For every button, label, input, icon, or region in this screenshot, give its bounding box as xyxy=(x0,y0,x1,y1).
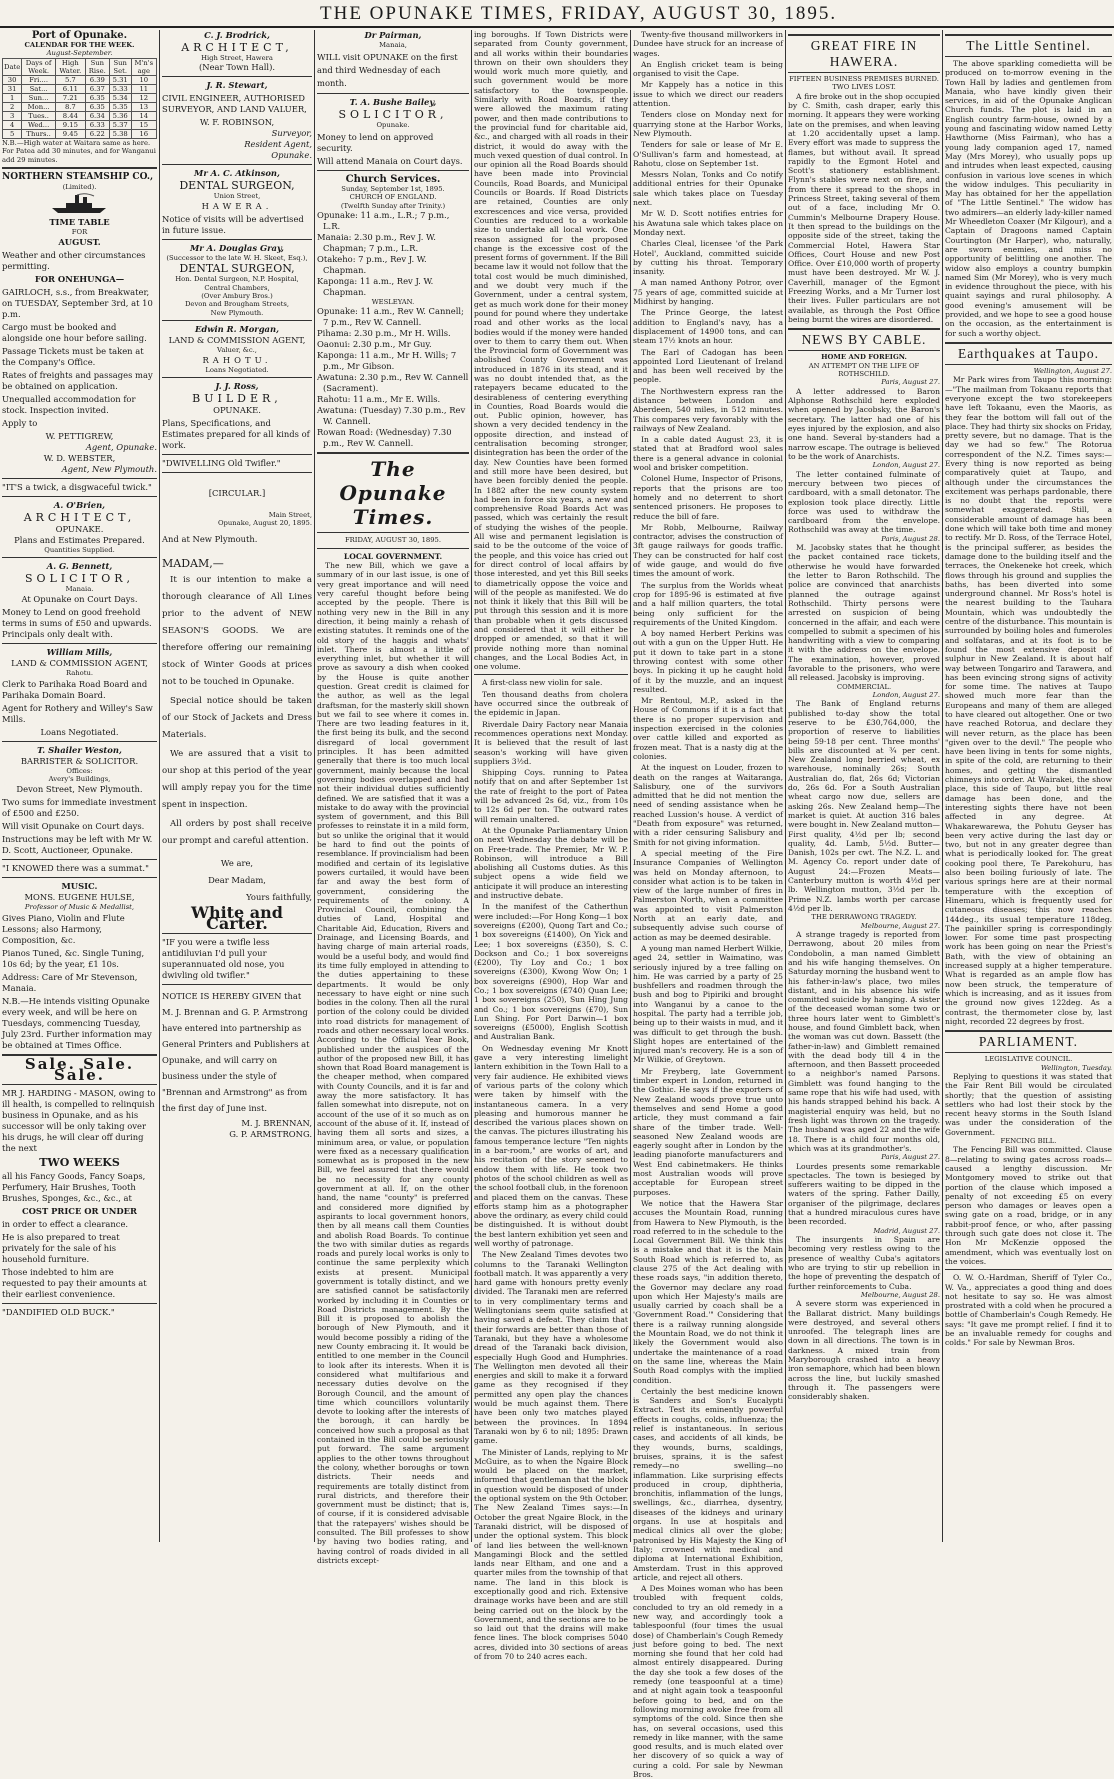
rothschild-body3: M. Jacobsky states that he thought the packet contained race tickets, otherwise he would have forwarded the letter to Baron Rothschild. The police are convinced that anarchists planned the outrage against Rothschild. Thirty persons were arrested on suspicion of being concerned in the affair, and each were compelled to submit a specimen of his handwriting with a view to comparing it with the address on the envelope. The examination, however, proved favorable to the prisoners, who were all released. Jacobsky is improving. xyxy=(788,543,940,683)
parliament-dateline: Wellington, Tuesday. xyxy=(1040,1063,1112,1072)
calendar-cell: 30 xyxy=(3,75,22,84)
news-paragraph: A man named Anthony Potror, over 75 years of age, committed suicide at Midhirst by hanging. xyxy=(633,278,783,307)
calendar-cell: 2 xyxy=(3,102,22,111)
calendar-cell: 5.35 xyxy=(109,102,131,111)
commercial-title: COMMERCIAL. xyxy=(836,682,892,691)
melbourne-body: A severe storm was experienced in the Ballarat district. Many buildings were destroyed, and several others unroofed. The telegraph lines are down in all directions. The town is in darkness. A mixed train from Maryborough crashed into a heavy iron semaphore, which had been blown across the line, but luckily smashed through it. The passengers were considerably shaken. xyxy=(788,1299,940,1402)
news-paragraph: On Wednesday evening Mr Knott gave a very interesting limelight lantern exhibition in the Town Hall to a very fair audience. He exhibited views of various parts of the colony which were taken by himself with the instantaneous camera. In a very pleasing and humorous manner he described the various places shown on the canvas. The pictures illustrating his famous temperance lecture "Ten nights in a bar-room," are works of art, and his recitation of the story seemed to endow them with life. He took two photos of the school children as well as the school football club, in the forenoon and placed them on the canvas. These efforts stamp him as a photographer above the ordinary, as every child could be distinguished. It is without doubt the best lantern exhibition yet seen and well worthy of patronage. xyxy=(474,1043,628,1248)
local-news-list xyxy=(474,678,628,1661)
fencing-bill-title: FENCING BILL. xyxy=(1000,1136,1057,1145)
quote-twifler: "IF you were a twifle less antidiluvian I'd pull your superannuated old nose, you dwivling old twifler." xyxy=(162,936,285,980)
mills-loans: Loans Negotiated. xyxy=(40,727,119,738)
column-4 xyxy=(474,30,628,1662)
earthquake-headline: Earthquakes at Taupo. xyxy=(945,342,1112,365)
bennett-place: Manaia. xyxy=(65,585,94,594)
news-paragraph: Mr Kappely has a notice in this issue to which we direct our readers attention. xyxy=(633,80,783,109)
calendar-cell: Wed... xyxy=(22,120,56,129)
mills-place: Rahotu. xyxy=(65,668,94,677)
parliament-sub: LEGISLATIVE COUNCIL. xyxy=(984,1055,1073,1064)
morgan-valuer: Valuer, &c., xyxy=(217,346,257,355)
calendar-cell: 9.15 xyxy=(55,120,85,129)
timetable-cargo: Cargo must be booked and alongside one hour before sailing. xyxy=(2,321,147,343)
stewart-name: J. R. Stewart, xyxy=(206,80,268,91)
calendar-header-cell: Date xyxy=(3,58,22,75)
column-7 xyxy=(945,30,1112,1542)
news-paragraph: Shipping Coys. running to Patea notify that on and after September 1st the rate of freight to the port of Patea will be advanced 2s 6d, viz., from 10s to 12s 6d per ton. The outward rates will remain unaltered. xyxy=(474,768,628,824)
news-paragraph: Certainly the best medicine known is Sanders and Son's Eucalypti Extract. Test its eminently powerful effects in coughs, colds, influenza; the relief is instantaneous. In serious cases, and accidents of all kinds, be they wounds, burns, scaldings, bruises, sprains, it is the safest remedy—no swelling—no inflammation. Like surprising effects produced in croup, diphtheria, bronchitis, inflammation of the lungs, swellings, &c., diarrhea, dysentry, diseases of the kidneys and urinary organs. In use at hospitals and medical clinics all over the globe; patronised by His Majesty the King of Italy; crowned with medical and diploma at International Exhibition, Amsterdam. Trust in this approved article, and reject all others. xyxy=(633,1386,783,1582)
robinson-name: W. F. ROBINSON, xyxy=(199,117,275,128)
leader-body: The new Bill, which we gave a summary of in our last issue, is one of very great importance and will need very careful thought before being accepted by the people. There is nothing very new in the Bill in any direction, it being mainly a rehash of existing statutes. It reminds one of the old story of the haggis and whats' inlet. There is almost a little of everything inlet, but whether it will prove as savoury a dish when cooked by the House is quite another question. Great credit is claimed for the author, as well as the legal draftsman, for the masterly skill shown but we fail to see where it comes in. There are two leading features in it, the first being its bulk, and the second disregard of local government principles. It has been admitted generally that there is too much local government, mainly because the local governing bodies overlapped and had not their individual duties sufficiently defined. We are satisfied that it was a mistake to do away with the provincial system of government, and this Bill professes to reinstate it in a mild form, but so unlike the original that it would be hard to find out the points of resemblance. If provincialism had been modified and certain of its legislative powers curtailed, it would have been far and away the best form of government, considering the requirements of the colony. A Provincial Council, combining the duties of Land, Hospital and Charitable Aid, Education, Rivers and Drainage, and Licensing Boards, and having charge of main arterial roads, would be a useful body, and would find its time fully employed in attending to the duties appertaining to these departments. It would be only necessary to have eight or nine such bodies in the colony. Then all the rural portion of the colony could be divided into road districts for management of roads and other necessary local works. According to the Official Year Book, published under the auspices of the author of the proposed new Bill, it has shown that Road Board management is the cheaper method, when compared with County Councils, and it is far and away the more satisfactory. It has fallen somewhat into disrepute, not on account of the use of it so much as on account of the abuse of it. If, instead of having them all sorts and sizes, a minimum area, or value, or population were fixed as a necessary qualification somewhat as is proposed in the new Bill, we feel assured that there would be no necessity for any county government at all. If, on the other hand, the name "county" is preferred and considered more dignified by aspirants to local government honors, then by all means call them Counties and abolish Road Boards. To continue the two with similar duties as regards roads and purely local works is only to continue the same perplexity which exists at present. Municipal government is totally distinct, and we are satisfied cannot be satisfactorily worked by including it in Counties or Road Districts management. By the Bill it is proposed to abolish the borough of New Plymouth, and it would become possibly a riding of the new County embracing it. It would be entitled to one member in the Council to look after its interests. When it is considered what multifarious and necessary duties devolve on the Borough Council, and the amount of time which councillors voluntarily devote to looking after the interests of the borough, it can hardly be conceived how such a proposal as that contained in the Bill could be seriously put forward. The same argument applies to the other towns throughout the colony, whether boroughs or town districts. Their needs and requirements are totally distinct from rural districts, and therefore their government must be distinct; that is, of course, if it is considered advisable that the ratepayers' wishes should be consulted. The Bill professes to show by having two bodies rating, and having control of roads divided in all districts except- xyxy=(317,561,469,1565)
calendar-cell: 16 xyxy=(131,129,156,138)
rothschild-dateline2: London, August 27. xyxy=(872,461,940,470)
weston-court: Will visit Opunake on Court days. xyxy=(2,820,145,831)
madrid-dateline: Madrid, August 27. xyxy=(873,1226,940,1235)
stewart-title: CIVIL ENGINEER, AUTHORISED SURVEYOR, AND LAND VALUER, xyxy=(162,93,307,115)
calendar-cell: 6.39 xyxy=(85,75,109,84)
circular-body4: All orders by post shall receive our prompt and careful attention. xyxy=(162,818,312,846)
brodrick-title: ARCHITECT, xyxy=(181,41,293,54)
ross-name: J. J. Ross, xyxy=(215,381,259,392)
calendar-cell: 6.33 xyxy=(85,120,109,129)
calendar-cell: 12 xyxy=(131,93,156,102)
news-paragraph: A boy named Herbert Perkins was out with a gun on the Upper Hutt. He put it down to take part in a stone throwing contest with some other boys. In picking it up he caught hold of it by the muzzle, and an inquest resulted. xyxy=(633,629,783,694)
column-5 xyxy=(633,30,783,1779)
wesleyan-service-line: Awatuna: (Tuesday) 7.30 p.m., Rev W. Cannell. xyxy=(317,405,466,427)
bayly-manaia: Will attend Manaia on Court days. xyxy=(317,155,463,166)
quote-knowed: "I KNOWED there was a summat." xyxy=(2,862,149,873)
morgan-place: RAHOTU. xyxy=(202,354,272,365)
parliament-body2: The Fencing Bill was committed. Clause 8—relating to swing gates across roads—caused a lengthy discussion. Mr Montgomery moved to strike out that portion of the clause which imposed a penalty of not exceeding £5 on every person who damages or leaves open a swing gate on a road, bridge, or in any rabbit-proof fence, or who, after passing through such gate does not close it. The Hon Mr McKenzie opposed the amendment, which was eventually lost on the voices. xyxy=(945,1145,1112,1266)
bayly-title: SOLICITOR, xyxy=(338,108,448,122)
church-service-line: Otakeho: 7 p.m., Rev J. W. Chapman. xyxy=(317,254,427,276)
hulse-tuning: Pianos Tuned, &c. Single Tuning, 10s 6d; by the year, £1 10s. xyxy=(2,948,145,970)
wesleyan-service-line: Kaponga: 11 a.m., Mr H. Wills; 7 p.m., Mr Gibson. xyxy=(317,350,457,372)
mills-agent: Agent for Rothery and Willey's Saw Mills. xyxy=(2,703,153,725)
tide-calendar-table xyxy=(2,58,157,139)
steamship-icon xyxy=(50,193,110,215)
sentinel-headline: The Little Sentinel. xyxy=(945,34,1112,57)
timetable-label: TIME TABLE xyxy=(49,217,110,228)
brodrick-address: High Street, Hawera xyxy=(201,54,273,62)
wesleyan-service-line: Rahotu: 11 a.m., Mr E. Wills. xyxy=(317,394,441,405)
bennett-court: At Opunake on Court Days. xyxy=(21,593,138,604)
timetable-weather: Weather and other circumstances permitting. xyxy=(2,249,146,271)
obrien-place: OPUNAKE. xyxy=(55,523,104,534)
church-england: CHURCH OF ENGLAND. xyxy=(349,193,437,202)
circular-salutation: MADAM,— xyxy=(162,556,224,570)
agent-role: Agent, Opunake. xyxy=(85,441,157,452)
quote-dandified: "DANDIFIED OLD BUCK." xyxy=(2,1307,115,1318)
fire-body: A fire broke out in the shop occupied by C. Smith, cash draper, early this morning. It appears they were working late on the premises, and when leaving at 1.20 accidentally upset a lamp. Every effort was made to suppress the flames, but without avail. It spread rapidly to the Egmont Hotel and Scott's stationery establishment. Flynn's stables were next on fire, and from there it spread to the shops in Princess Street, taking several of them out of a face, including Mr O. Cummin's Melbourne Drapery House. It then spread to the buildings on the opposite side of the street, taking the Commercial Hotel, Hawera Star Offices, Court House and new Post Office. Over £10,000 worth of property must have been destroyed. Mr W. J. Caverhill, manager of the Egmont Freezing Works, and a Mr Turner lost their lives. Fuller particulars are not available, as through the Post Office being burnt the wires are disordered. xyxy=(788,91,940,324)
church-service-line: Manaia: 2.30 p.m., Rev J. W. Chapman; 7 p.m., L.R. xyxy=(317,232,436,254)
circular-np: And at New Plymouth. xyxy=(162,533,258,544)
weston-name: T. Shailer Weston, xyxy=(37,745,122,756)
timetable-for: FOR xyxy=(71,228,88,237)
calendar-cell: Fri.... xyxy=(22,75,56,84)
calendar-cell: 8.44 xyxy=(55,111,85,120)
masthead-title: THE OPUNAKE TIMES, FRIDAY, AUGUST 30, 1895. xyxy=(320,3,838,24)
calendar-cell: 4 xyxy=(3,120,22,129)
obrien-quantities: Quantities Supplied. xyxy=(44,545,115,554)
calendar-row xyxy=(3,84,157,93)
tragedy-body: A strange tragedy is reported from Derrawong, about 20 miles from Condobolin, a man named Gimblett and his wife hanging themselves. On Saturday morning the husband went to his father-in-law's place, two miles distant, and in his absence his wife committed suicide by hanging. A sister of the deceased woman some two or three hours later went to Gimblett's house, and found Gimblett back, when the woman was cut down. Bassett (the father-in-law) and Gimblett remained with the dead body till 4 in the afternoon, and then Bassett proceeded to a neighbor's named Parsons. Gimblett was found hanging to the same rope that his wife had used, with his hands strapped behind his back. A magisterial enquiry was held, but no fresh light was thrown on the tragedy. The husband was aged 22 and the wife 18. There is a child four months old, which was at its grandmother's. xyxy=(788,930,940,1153)
mills-name: William Mills, xyxy=(46,646,113,657)
rothschild-dateline: Paris, August 27. xyxy=(881,378,940,387)
calendar-cell: 31 xyxy=(3,84,22,93)
ross-plans: Plans, Specifications, and Estimates prepared for all kinds of work. xyxy=(162,418,310,451)
news-paragraph: Mr Robb, Melbourne, Railway contractor, advises the construction of 3ft gauge railways for goods traffic. They can be constructed for half cost of wide gauge, and would do five times the amount of work. xyxy=(633,522,783,579)
calendar-cell: Thurs.. xyxy=(22,129,56,138)
mills-title: LAND & COMMISSION AGENT, xyxy=(11,657,148,668)
signature-brennan: M. J. BRENNAN, xyxy=(241,1117,312,1128)
church-title: Church Services. xyxy=(345,173,441,185)
church-trinity: (Twelfth Sunday after Trinity.) xyxy=(340,201,446,210)
hulse-name: MONS. EUGENE HULSE, xyxy=(24,891,135,902)
ross-title: BUILDER, xyxy=(192,392,282,406)
morgan-name: Edwin R. Morgan, xyxy=(195,324,279,335)
harding-furniture: He is also prepared to treat privately for the sale of his household furniture. xyxy=(2,1232,120,1265)
gray-title: DENTAL SURGEON, xyxy=(179,262,295,276)
calendar-row xyxy=(3,75,157,84)
calendar-header-cell: Days of Week. xyxy=(22,58,56,75)
circular-street: Main Street, xyxy=(268,511,312,520)
bennett-money: Money to Lend on good freehold terms in sums of £50 and upwards. Principals only dealt with. xyxy=(2,606,152,639)
signature-armstrong: G. P. ARMSTRONG. xyxy=(229,1128,312,1139)
news-paragraph: At the inquest on Louder, frozen to death on the ranges at Waitaranga, Salisbury, one of the survivors admitted that he did not mention the need of sending assistance when he reached Lussion's house. A verdict of "Death from exposure" was returned, with a rider censuring Salisbury and Smith for not giving information. xyxy=(633,763,783,847)
news-paragraph: A young man named Herbert Wilkie, aged 24, settler in Waimatino, was seriously injured by a tree falling on him. He was carried by a party of 25 bushfellers and roadmen through the bush and bog to Pipiriki and brought into Wanganui by a canoe to the hospital. The party had a terrible job, being up to their waists in mud, and it was difficult to get through the bush. Slight hopes are entertained of the injured man's recovery. He is a son of Mr Wilkie, of Greytown. xyxy=(633,943,783,1065)
circular-body1: It is our intention to make a thorough clearance of All Lines prior to the advent of NEW SEASON'S GOODS. We are therefore offering our remaining stock of Winter Goods at prices not to be touched in Opunake. xyxy=(162,574,312,687)
news-items-list xyxy=(633,30,783,1779)
rothschild-dateline3: Paris, August 28. xyxy=(881,534,940,543)
tragedy-dateline: Melbourne, August 27. xyxy=(860,921,940,930)
parliament-body1: Replying to questions it was stated that the Fair Rent Bill would be circulated shortly; that the question of assisting settlers who had lost their stock by the recent heavy storms in the South Island was under the consideration of the Government. xyxy=(945,1071,1112,1137)
news-paragraph: Mr W. D. Scott notifies entries for his Awatuna sale which takes place on Monday next. xyxy=(633,209,783,237)
sale-heading: Sale. Sale. Sale. xyxy=(24,1055,135,1085)
steamship-title: NORTHERN STEAMSHIP CO., xyxy=(2,172,154,183)
news-paragraph: Mr Freyberg, late Government timber expert in London, returned in the Gothic. He says if the exporters of New Zealand woods prove true unto themselves and send Home a good article, they must command a fair share of the timber trade. Well-seasoned New Zealand woods are eagerly sought after in London by the leading pianoforte manufacturers and West End cabinetmakers. He thinks most Australian woods will prove acceptable for European street purposes. xyxy=(633,1066,783,1197)
calendar-cell: 11 xyxy=(131,84,156,93)
lourdes-dateline: Paris, August 27. xyxy=(881,1153,940,1162)
morgan-loans: Loans Negotiated. xyxy=(205,365,269,374)
quote-twick: "IT'S a twick, a disgwaceful twick." xyxy=(2,481,152,492)
news-paragraph: Messrs Nolan, Tonks and Co notify additional entries for their Opunake sale which takes place on Tuesday next. xyxy=(633,170,783,208)
news-paragraph: Ten thousand deaths from cholera have occurred since the outbreak of the epidemic in Japan. xyxy=(474,689,628,718)
church-date: Sunday, September 1st, 1895. xyxy=(341,184,445,193)
harding-cost-price: COST PRICE OR UNDER xyxy=(21,1206,138,1217)
calendar-cell: 5.34 xyxy=(109,93,131,102)
news-paragraph: The Northwestern express ran the distance between London and Aberdeen, 540 miles, in 512 minutes. This compares very favorably with the railways of New Zealand. xyxy=(633,386,783,433)
news-paragraph: Riverdale Dairy Factory near Manaia recommences operations next Monday. It is believed that the result of last season's working will have given suppliers 3½d. xyxy=(474,719,628,766)
calendar-cell: 9.45 xyxy=(55,129,85,138)
pairman-name: Dr Pairman, xyxy=(364,30,422,40)
rothschild-body2: The letter contained fulminate of mercury between two pieces of cardboard, with a small detonator. The explosion took place directly. Little force was used to withdraw the cardboard from the envelope. Rothschild was away at the time. xyxy=(788,469,940,535)
timetable-passage: Passage Tickets must be taken at the Company's Office. xyxy=(2,345,144,367)
bennett-name: A. G. Bennett, xyxy=(46,561,113,572)
news-paragraph: The Minister of Lands, replying to Mr McGuire, as to when the Ngaire Block would be placed on the market, informed that gentleman that the block in question would be disposed of under the optional system on the 9th October. The New Zealand Times says:—In October the great Ngaire Block, in the Taranaki district, will be disposed of under the optional system. This block of land lies between the well-known Mangamingi Block and the settled lands near Eltham, and one and a quarter miles from the township of that name. The land in this block is exceptionally good and rich. Extensive drainage works have been and are still being carried out on the block by the Government, and the sections are to be so laid out that the drains will make fence lines. The block comprises 5040 acres, divided into 30 sections of areas of from 70 to 240 acres each. xyxy=(474,1447,628,1662)
tragedy-title: THE DERRAWONG TRAGEDY. xyxy=(811,913,917,922)
column-rule xyxy=(314,30,315,1542)
column-rule xyxy=(471,30,472,1542)
gray-over: (Over Ambury Bros.) xyxy=(201,292,273,301)
calendar-header-cell: Sun Set. xyxy=(109,58,131,75)
news-paragraph: A Des Moines woman who has been troubled with frequent colds, concluded to try an old remedy in a new way, and accordingly took a tablespoonful (four times the usual dose) of Chamberlain's Cough Remedy just before going to bed. The next morning she found that her cold had almost entirely disappeared. During the day she took a few doses of the remedy (one teaspoonful at a time) and at night again took a teaspoonful before going to bed, and on the following morning awoke free from all symptoms of the cold. Since then she has, on several occasions, used this remedy in like manner, with the same good results, and is much elated over her discovery of so quick a way of curing a cold. For sale by Newman Bros. xyxy=(633,1584,783,1779)
column-rule xyxy=(942,30,943,1542)
church-list xyxy=(317,210,469,298)
obrien-name: A. O'Brien, xyxy=(53,499,106,510)
harding-clearance: in order to effect a clearance. xyxy=(2,1219,129,1230)
hulse-lessons: Gives Piano, Violin and Flute Lessons; also Harmony, Composition, &c. xyxy=(2,913,125,946)
agent-name: W. PETTIGREW, xyxy=(45,430,114,441)
church-service-line: Kaponga: 11 a.m., Rev J. W. Chapman. xyxy=(317,276,434,298)
weston-instructions: Instructions may be left with Mr W. D. Scott, Auctioneer, Opunake. xyxy=(2,833,153,855)
agent-name: W. D. WEBSTER, xyxy=(43,452,116,463)
timetable-rates: Rates of freights and passages may be obtained on application. xyxy=(2,369,153,391)
circular-yours: Yours faithfully, xyxy=(246,891,312,902)
bayly-place: Opunake. xyxy=(376,121,410,130)
calendar-cell: 5.36 xyxy=(109,111,131,120)
calendar-cell: 6.11 xyxy=(55,84,85,93)
calendar-cell: 5.7 xyxy=(55,75,85,84)
obrien-title: ARCHITECT, xyxy=(23,510,136,524)
calendar-cell: Tues.. xyxy=(22,111,56,120)
robinson-role: Surveyor, xyxy=(271,128,312,139)
column-2-advertisements xyxy=(162,30,312,1542)
news-paragraph: In the manifest of the Catherthun were included:—For Hong Kong—1 box sovereigns (£200), Quong Tart and Co.; 1 box sovereigns (£1400), On Yick and Lee; 1 box sovereigns (£350), S. C. Dockson and Co.; 1 box sovereigns (£200), Tiy Loy and Co.; 1 box sovereigns (£300), Kwong Wow On; 1 box sovereigns (£900), Hop War and Co.; 1 box sovereigns (£740) Quan Lee; 1 box sovereigns (250), Sun Hing Jung and Co.; 1 box sovereigns (£70), Sun Lun Shing. For Port Darwin—1 box sovereigns (£5000), English Scottish and Australian Bank. xyxy=(474,902,628,1042)
masthead xyxy=(0,0,1114,28)
church-service-line: Opunake: 11 a.m., L.R.; 7 p.m., L.R. xyxy=(317,210,450,232)
music-title: MUSIC. xyxy=(61,880,98,891)
hulse-role: Professor of Music & Medallist, xyxy=(24,902,135,911)
calendar-title: CALENDAR FOR THE WEEK. xyxy=(24,41,135,49)
bayly-money: Money to lend on approved security. xyxy=(317,131,434,153)
mills-clerk: Clerk to Parihaka Road Board and Parihaka Domain Board. xyxy=(2,679,148,701)
atkinson-street: Union Street, xyxy=(213,192,261,201)
calendar-row xyxy=(3,111,157,120)
partnership-notice: NOTICE IS HEREBY GIVEN that M. J. Brennan and G. P. Armstrong have entered into partnership as General Printers and Publishers at Opunake, and will carry on business under the style of "Brennan and Armstrong" as from the first day of June inst. xyxy=(162,990,310,1113)
column-rule xyxy=(159,30,160,1542)
news-paragraph: Tenders close on Monday next for quarrying stone at the Harbor Works, New Plymouth. xyxy=(633,110,783,138)
white-and-carter: White and Carter. xyxy=(190,902,283,933)
news-paragraph: Mr Rentoul, M.P., asked in the House of Commons if it is a fact that there is no proper supervision and inspection exercised in the colonies over cattle killed and exported as frozen meat. That is a nasty dig at the colonies. xyxy=(633,696,783,761)
atkinson-note: Notice of visits will be advertised in future issue. xyxy=(162,213,304,235)
circular-body2: Special notice should be taken of our Stock of Jackets and Dress Materials. xyxy=(162,695,312,740)
bayly-name: T. A. Bushe Bailey, xyxy=(349,97,437,108)
circular-we-are: We are, xyxy=(220,857,254,868)
calendar-cell: 5.31 xyxy=(109,75,131,84)
news-paragraph: The Prince George, the latest addition to England's navy, has a displacement of 14900 tons, and can steam 17½ knots an hour. xyxy=(633,308,783,346)
madrid-body: The insurgents in Spain are becoming very restless owing to the presence of wealthy Cuba's agitators who are trying to stir up rebellion in the hope of preventing the despatch of further reinforcements to Cuba. xyxy=(788,1235,940,1291)
cable-headline: NEWS BY CABLE. xyxy=(788,328,940,351)
port-title: Port of Opunake. xyxy=(31,30,128,41)
calendar-cell: 1 xyxy=(3,93,22,102)
calendar-cell: 7.21 xyxy=(55,93,85,102)
weston-title: BARRISTER & SOLICITOR. xyxy=(20,756,139,767)
column-6 xyxy=(788,30,940,1542)
column-rule xyxy=(785,30,786,1542)
cable-sub: HOME AND FOREIGN. xyxy=(821,353,907,362)
news-paragraph: Tenders for sale or lease of Mr E. O'Sullivan's farm and homestead, at Rahotu, close on September 1st. xyxy=(633,140,783,168)
rothschild-title: AN ATTEMPT ON THE LIFE OF ROTHSCHILD. xyxy=(808,361,920,379)
gray-chambers: Central Chambers, xyxy=(204,283,270,292)
harding-two-weeks: TWO WEEKS xyxy=(39,1156,120,1170)
news-paragraph: A first-class new violin for sale. xyxy=(482,678,603,688)
news-paragraph: The Earl of Cadogan has been appointed Lord Lieutenant of Ireland and has been well received by the people. xyxy=(633,347,783,385)
calendar-row xyxy=(3,93,157,102)
calendar-cell: 5 xyxy=(3,129,22,138)
fire-sub1: FIFTEEN BUSINESS PREMISES BURNED. xyxy=(789,75,939,83)
column-3 xyxy=(317,30,469,1565)
obrien-plans: Plans and Estimates Prepared. xyxy=(14,534,145,545)
column-1-advertisements xyxy=(2,30,157,1542)
gray-successor: (Successor to the late W. H. Skeet, Esq.), xyxy=(166,253,308,262)
calendar-cell: 6.34 xyxy=(85,111,109,120)
calendar-header-cell: High Water. xyxy=(55,58,85,75)
melbourne-dateline: Melbourne, August 28. xyxy=(860,1290,940,1299)
news-paragraph: An English cricket team is being organised to visit the Cape. xyxy=(633,59,783,79)
robinson-role2: Resident Agent, xyxy=(244,139,312,150)
earthquake-dateline: Wellington, August 27. xyxy=(1033,366,1112,375)
bennett-title: SOLICITOR, xyxy=(24,572,135,586)
commercial-dateline: London, August 27. xyxy=(872,690,940,699)
calendar-subtitle: August-September. xyxy=(46,49,113,58)
gray-np: New Plymouth. xyxy=(210,308,264,317)
pairman-place: Manaia, xyxy=(379,41,407,49)
gray-streets: Devon and Brougham Streets, xyxy=(184,300,290,309)
calendar-cell: 10 xyxy=(131,75,156,84)
earthquake-body: Mr Park wires from Taupo this morning:—"The mailman from Tokaanu reports that everyone except the two storekeepers have left Tokaanu, even the Maoris, as they fear the bottom will fall out of the place. They had thirty six shocks on Friday, pretty severe, but no damage. That is the day we had so few." The Rotorua correspondent of the N.Z. Times says:—Every thing is now reported as being comparatively quiet at Taupo, and although under the circumstances the excitement was perhaps pardonable, there is no doubt that the reports were somewhat exaggerated. Still, a considerable amount of damage has been done which will take both time and money to rectify. Mr D. Ross, of the Terrace Hotel, is the principal sufferer, as besides the damage done to the building itself and the terraces, the Onekeneke hot creek, which flows through his ground and supplies the baths, has been diverted into some underground channel. Mr Ross's hotel is the nearest building to the Tauhara Mountain, which was undoubtedly the centre of the disturbance. This mountain is surrounded by boiling holes and fumeroles and solfataras, and at its foot is to be found the most extensive deposit of sulphur in New Zealand. It is about half way between Tongariro and Tarawera, and has been evincing strong signs of activity for some time. The natives at Taupo showed much more fear than the Europeans and many of them are alleged to have cleared out altogether. One or two have reached Rotorua, and declare they will never return, as the place has been "given over to the devil." The people who have been living in tents for some nights, in spite of the cold, are returning to their homes, and getting the dismantled chimneys into order. At Wairakei, the show place, this side of Taupo, but little real damage has been done, and the interesting sights there have not been affected in any degree. At Whakarewarewa, the Pohutu Geyser has been very active during the last day or two, but not in any greater degree than what is periodically looked for. The great cooking pool there, Te Parekohuru, has also been boiling furiously of late. The various springs here are at their normal temperature with the exception of Hinemaru, which is frequently used for cutaneous diseases; this now reaches 144deg., its usual temperature 118deg. The painkiller spring is correspondingly lower. For some time past prospecting work has been going on near the Priest's Bath, with the view of obtaining an increased supply at a higher temperature. What is regarded as an ample flow has now been struck, the temperature of which is increasing, and as it issues from the ground now gives 122deg. As a contrast, the thermometer close by, last night, recorded 22 degrees by frost. xyxy=(945,375,1112,1026)
calendar-cell: 6.37 xyxy=(85,84,109,93)
column-rule xyxy=(630,30,631,1542)
news-paragraph: A special meeting of the Fire Insurance Companies of Wellington was held on Monday afternoon, to consider what action is to be taken in view of the large number of fires in Palmerston North, when a committee was appointed to visit Palmerston North at an early date, and subsequently advise such course of action as may be deemed desirable. xyxy=(633,848,783,942)
calendar-cell: 8.7 xyxy=(55,102,85,111)
wesleyan-list xyxy=(317,306,469,449)
calendar-cell: 15 xyxy=(131,120,156,129)
calendar-cell: 6.22 xyxy=(85,129,109,138)
calendar-row xyxy=(3,120,157,129)
harding-debts: Those indebted to him are requested to pay their amounts at their earliest convenience. xyxy=(2,1267,147,1300)
news-paragraph: The surplus from the Worlds wheat crop for 1895-96 is estimated at five and a half million quarters, the total being only sufficient for the requirements of the United Kingdom. xyxy=(633,580,783,627)
calendar-cell: 5.37 xyxy=(109,120,131,129)
timetable-accommodation: Unequalled accommodation for stock. Inspection invited. xyxy=(2,393,136,415)
ross-place: OPUNAKE. xyxy=(213,405,261,416)
leader-continued: ing boroughs. If Town Districts were separated from County government, and all works within their boundaries thrown on their own shoulders they would work much more quietly, and such government would be more satisfactory to the townspeople. Similarly with Road Boards, if they were allowed the maximum rating power, and then made contributions to the provincial fund for charitable aid, &c., and charged with all roads in their district, it would do away with the much vexed question of dual control. In our opinion all the Road Boards should have been made into Provincial Councils, Road Boards, and Municipal Councils or Boards. If Road Districts are retained, Counties are only excrescences and vice versa, provided Counties are reduced to a workable size to undertake all local work. One reason assigned for the proposed change is the excessive cost of the present forms of government. If the Bill became law it would not follow that the total cost would be much diminished, and we doubt very much if the Government, under a central system, get as much work done for their money pound for pound where they undertake road and other works as the local bodies would if the money were handed over to them to carry them out. When the Provincial form of Government was abolished County Government was introduced in 1876 in its stead, and it was no doubt intended that, as the ratepayers became educated to the desirableness of centering everything in Counties, Road Boards would die out. Public opinion, however, has shown a very decided tendency in the opposite direction, and instead of centralisation becoming stronger, disintegration has been the order of the day. New Counties have been formed and still more have been desired, but have been forcibly denied the people. In 1882 after the new county system had been in force six years, a new and comprehensive Road Boards Act was passed, which was certainly the result of studying the wishes of the people. All wise and permanent legislation is said to be the outcome of the voice of the people, and this voice has cried out for direct control of local affairs by those interested, and yet this Bill seeks to diametrically oppose the voice and will of the people as manifested. We do not think it likely that this Bill will be put through this session and it is more than probable when it gets discussed and considered that it will either be dropped or amended, so that it will provide nothing more than nominal changes, and the Local Bodies Act, in one volume. xyxy=(474,30,628,672)
calendar-cell: 6.35 xyxy=(85,93,109,102)
hulse-note: N.B.—He intends visiting Opunake every week, and will be here on Tuesdays, commencing Tuesday, July 23rd. Further information may be obtained at Times Office. xyxy=(2,996,152,1051)
weston-sums: Two sums for immediate investment of £500 and £250. xyxy=(2,796,157,818)
calendar-cell: 6.35 xyxy=(85,102,109,111)
timetable-month: AUGUST. xyxy=(58,236,101,247)
fire-sub2: TWO LIVES LOST. xyxy=(832,83,896,92)
atkinson-name: Mr A. C. Atkinson, xyxy=(194,168,280,179)
wesleyan-service-line: Awatuna: 2.30 p.m., Rev W. Cannell (Sacrament). xyxy=(317,372,469,394)
calendar-header-cell: Sun Rise. xyxy=(85,58,109,75)
wesleyan-service-line: Rowan Road: (Wednesday) 7.30 p.m., Rev W. Cannell. xyxy=(317,427,452,449)
agent-role: Agent, New Plymouth. xyxy=(61,463,157,474)
calendar-row xyxy=(3,102,157,111)
paper-title: The Opunake Times. xyxy=(339,457,447,530)
circular-dear: Dear Madam, xyxy=(208,874,266,885)
calendar-row xyxy=(3,129,157,138)
weston-building: Avery's Buildings, xyxy=(48,775,111,784)
church-wesleyan: WESLEYAN. xyxy=(371,298,415,307)
calendar-cell: Sat... xyxy=(22,84,56,93)
sentinel-body: The above sparkling comedietta will be produced on to-morrow evening in the Town Hall by ladies and gentlemen from Manaia, who have kindly given their services, in aid of the Opunake Anglican Church funds. The plot is laid in an English country farm-house, owned by a young and fascinating widow named Letty Hawthorne (Miss Fairman), who has a young lady companion aged 17, named May (Mrs Morey), who usually pops up and intrudes when least expected, causing confusion in various love scenes in which the widow indulges. This peculiarity in May has obtained for her the appellation of "The Little Sentinel." The widow has two admirers—an elderly lady-killer named Mr Wheedleton Coaxer (Mr Kilgour), and a Captain of Dragoons named Captain Courtington (Mr Harper), who, naturally, are sworn enemies, and miss no opportunity of belittling one another. The widow also employs a country bumpkin named Sim (Mr Morey), who is very much in evidence throughout the piece, with his quaint sayings and rural philosophy. A good evening's amusement will be provided, and we hope to see a good house on the occasion, as the entertainment is for such a worthy object. xyxy=(945,59,1112,338)
robinson-place: Opunake. xyxy=(271,150,312,161)
harding-text: MR J. HARDING - MASON, owing to ill health, is compelled to relinquish business in Opunake, and as his successor will be only taking over his drugs, he will clear off during the next xyxy=(2,1088,156,1154)
atkinson-place: HAWERA. xyxy=(201,200,273,211)
gray-hon: Hon. Dental Surgeon, N.P. Hospital, xyxy=(175,275,299,284)
news-paragraph: In a cable dated August 23, it is stated that at Bradford wool sales there is a general advance in colonial wool and brisker competition. xyxy=(633,435,783,473)
morgan-title: LAND & COMMISSION AGENT, xyxy=(168,335,306,346)
news-paragraph: The New Zealand Times devotes two columns to the Taranaki Wellington football match. It was apparently a very hard game with honours pretty evenly divided. The Taranaki men are referred to in very complimentary terms and Wellingtonians seem quite satisfied at having saved a defeat. They claim that their forwards are better than those of Taranaki, but they have a wholesome dread of the Taranaki back division, especially Hugh Good and Humphries. The Wellington men devoted all their energies and skill to make it a forward game as they recognised if they permitted any open play the chances would be much against them. There have been only two matches played between the provinces. In 1894 Taranaki won by 6 to nil; 1895: Drawn game. xyxy=(474,1250,628,1446)
news-paragraph: At the Opunake Parliamentary Union on next Wednesday the debate will be on Free-trade. The Premier, Mr W. P. Robinson, will introduce a Bill abolishing all Customs duties. As this subject opens a wide field we anticipate it will produce an interesting and instructive debate. xyxy=(474,825,628,901)
steamship-subtitle: (Limited). xyxy=(62,183,97,192)
leader-title: LOCAL GOVERNMENT. xyxy=(343,551,443,561)
news-paragraph: Twenty-five thousand millworkers in Dundee have struck for an increase of wages. xyxy=(633,30,783,58)
weston-street: Devon Street, New Plymouth. xyxy=(16,783,143,794)
timetable-gairloch: GAIRLOCH, s.s., from Breakwater, on TUESDAY, September 3rd, at 10 p.m. xyxy=(2,286,153,319)
gray-name: Mr A. Douglas Gray, xyxy=(190,242,284,253)
lourdes-body: Lourdes presents some remarkable spectacles. The town is besieged by sufferers waiting to be dipped in the waters of the spring. Father Dailly, organiser of the pilgrimage, declares that a hundred miraculous cures have been recorded. xyxy=(788,1161,940,1227)
timetable-apply: Apply to xyxy=(2,417,38,428)
quote-dwivelling: "DWIVELLING Old Twifler." xyxy=(162,458,281,469)
calendar-cell: 13 xyxy=(131,102,156,111)
calendar-cell: Sun... xyxy=(22,93,56,102)
weston-offices: Offices: xyxy=(66,767,93,776)
calendar-cell: 5.38 xyxy=(109,129,131,138)
hulse-address: Address: Care of Mr Stevenson, Manaia. xyxy=(2,972,138,994)
fire-headline: GREAT FIRE IN HAWERA. xyxy=(788,34,940,73)
calendar-cell: Mon... xyxy=(22,102,56,111)
atkinson-title: DENTAL SURGEON, xyxy=(179,179,295,193)
news-paragraph: Colonel Hume, Inspector of Prisons, reports that the prisons are too homely and no deterrent to short sentenced prisoners. He proposes to reduce the bill of fare. xyxy=(633,474,783,521)
commercial-body: The Bank of England returns published to-day show the total reserve to be £30,764,000, the proportion of reserve to liabilities being 59·18 per cent. Three months' bills are discounted at ¾ per cent. New Zealand long berried wheat, ex warehouse, nominally 26s; South Australian do, flat, 26s 6d; Victorian do, 26s 6d. For a South Australian wheat cargo now due, sellers are asking 26s. New Zealand hemp—The market is quiet. At auction 316 bales were bought in. New Zealand mutton—First quality, 4½d per lb; second quality, 4d. Lamb, 5½d. Butter—Danish, 102s per cwt. The N.Z. L. and M. Agency Co. report under date of August 24:—Frozen Meats—Canterbury mutton is worth 4½d per lb. Wellington mutton, 3½d per lb. Prime N.Z. lambs worth per carcase 4½d per lb. xyxy=(788,699,940,913)
news-paragraph: Charles Cleal, licensee 'of the Park Hotel', Auckland, committed suicide by cutting his throat. Temporary insanity. xyxy=(633,239,783,277)
calendar-cell: 5.33 xyxy=(109,84,131,93)
news-paragraph: We notice that the Hawera Star accuses the Mountain Road, running from Hawera to New Plymouth, is the road referred to in the schedule to the Local Government Bill. We think this is a mistake and that it is the Main South Road which is referred to, as clause 275 of the Act dealing with these roads says, "in addition thereto, the Governor may declare any road upon which Her Majesty's mails are usually carried by coach shall be a 'Government Road.'" Considering that there is a railway running alongside the Mountain Road, we do not think it likely the Government would also undertake the maintenance of a road on the same line, whereas the Main South Road complys with the implied condition. xyxy=(633,1198,783,1385)
brodrick-name: C. J. Brodrick, xyxy=(204,30,270,40)
wesleyan-service-line: Pihama: 2.30 p.m., Mr H. Wills. xyxy=(317,328,451,339)
harding-goods: all his Fancy Goods, Fancy Soaps, Perfumery, Hair Brushes, Tooth Brushes, Sponges, &c., &c., at xyxy=(2,1171,146,1204)
paper-date: FRIDAY, AUGUST 30, 1895. xyxy=(344,536,442,545)
hardman-ad: O. W. O.-Hardman, Sheriff of Tyler Co., W. Va., appreciates a good thing and does not hesitate to say so. He was almost prostrated with a cold when he procured a bottle of Chamberlain's Cough Remedy. He says: "It gave me prompt relief. I find it to be an invaluable remedy for coughs and colds." For sale by Newman Bros. xyxy=(945,1273,1112,1348)
circular-date: Opunake, August 20, 1895. xyxy=(217,519,312,528)
pairman-text: WILL visit OPUNAKE on the first and third Wednesday of each month. xyxy=(317,52,458,89)
calendar-cell: 3 xyxy=(3,111,22,120)
calendar-header-cell: M'n's age xyxy=(131,58,156,75)
rothschild-body: A letter addressed to Baron Alphonse Rothschild here exploded when opened by Jacobsky, the Baron's secretary. The latter had one of his eyes injured by the explosion, and also one hand. Several by-standers had a narrow escape. The outrage is believed to be the work of Anarchists. xyxy=(788,386,940,461)
calendar-note: N.B.—High water at Waitara same as here. For Patea add 30 minutes, and for Wanganui add 29 minutes. xyxy=(2,138,156,164)
timetable-destination: FOR ONEHUNGA— xyxy=(34,273,125,284)
parliament-headline: PARLIAMENT. xyxy=(945,1030,1112,1053)
calendar-cell: 14 xyxy=(131,111,156,120)
circular-label: [CIRCULAR.] xyxy=(208,488,266,499)
brodrick-near: (Near Town Hall). xyxy=(199,62,275,73)
circular-body3: We are assured that a visit to our shop at this period of the year will amply repay you for the time spent in inspection. xyxy=(162,748,312,810)
wesleyan-service-line: Oaonui: 2.30 p.m., Mr Guy. xyxy=(317,339,432,350)
wesleyan-service-line: Opunake: 11 a.m., Rev W. Cannell; 7 p.m., Rev W. Cannell. xyxy=(317,306,464,328)
